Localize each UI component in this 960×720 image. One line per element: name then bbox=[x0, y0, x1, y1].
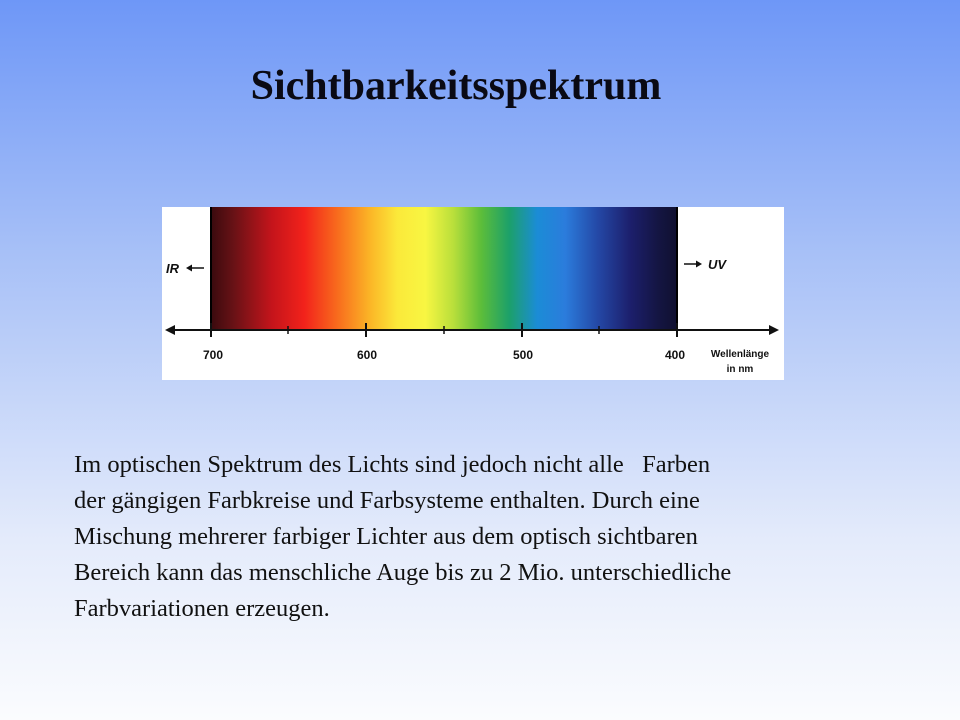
tick-label-400: 400 bbox=[664, 348, 686, 362]
ir-arrow-icon bbox=[186, 265, 204, 272]
tick-label-700: 700 bbox=[202, 348, 224, 362]
description-paragraph bbox=[74, 447, 914, 627]
description-line-3: Mischung mehrerer farbiger Lichter aus dem optisch sichtbaren bbox=[74, 523, 698, 550]
unit-label-line1: Wellenlänge bbox=[710, 349, 770, 360]
description-line-1: Im optischen Spektrum des Lichts sind jedoch nicht alle Farben bbox=[74, 451, 711, 478]
axis-left-arrowhead bbox=[165, 325, 175, 335]
spectrum-svg bbox=[162, 207, 784, 380]
tick-label-500: 500 bbox=[512, 348, 534, 362]
visible-spectrum-band bbox=[211, 207, 677, 330]
ir-label: IR bbox=[166, 261, 179, 276]
axis-right-arrowhead bbox=[769, 325, 779, 335]
uv-arrow-icon bbox=[684, 261, 702, 268]
uv-label: UV bbox=[708, 257, 727, 272]
unit-label-line2: in nm bbox=[726, 364, 754, 375]
spectrum-diagram bbox=[162, 207, 784, 380]
description-line-2: der gängigen Farbkreise und Farbsysteme enthalten. Durch eine bbox=[74, 487, 700, 514]
description-line-4: Bereich kann das menschliche Auge bis zu 2 Mio. unterschiedliche bbox=[74, 559, 732, 586]
slide-title: Sichtbarkeitsspektrum bbox=[250, 63, 662, 109]
description-line-5: Farbvariationen erzeugen. bbox=[74, 595, 330, 622]
tick-label-600: 600 bbox=[356, 348, 378, 362]
